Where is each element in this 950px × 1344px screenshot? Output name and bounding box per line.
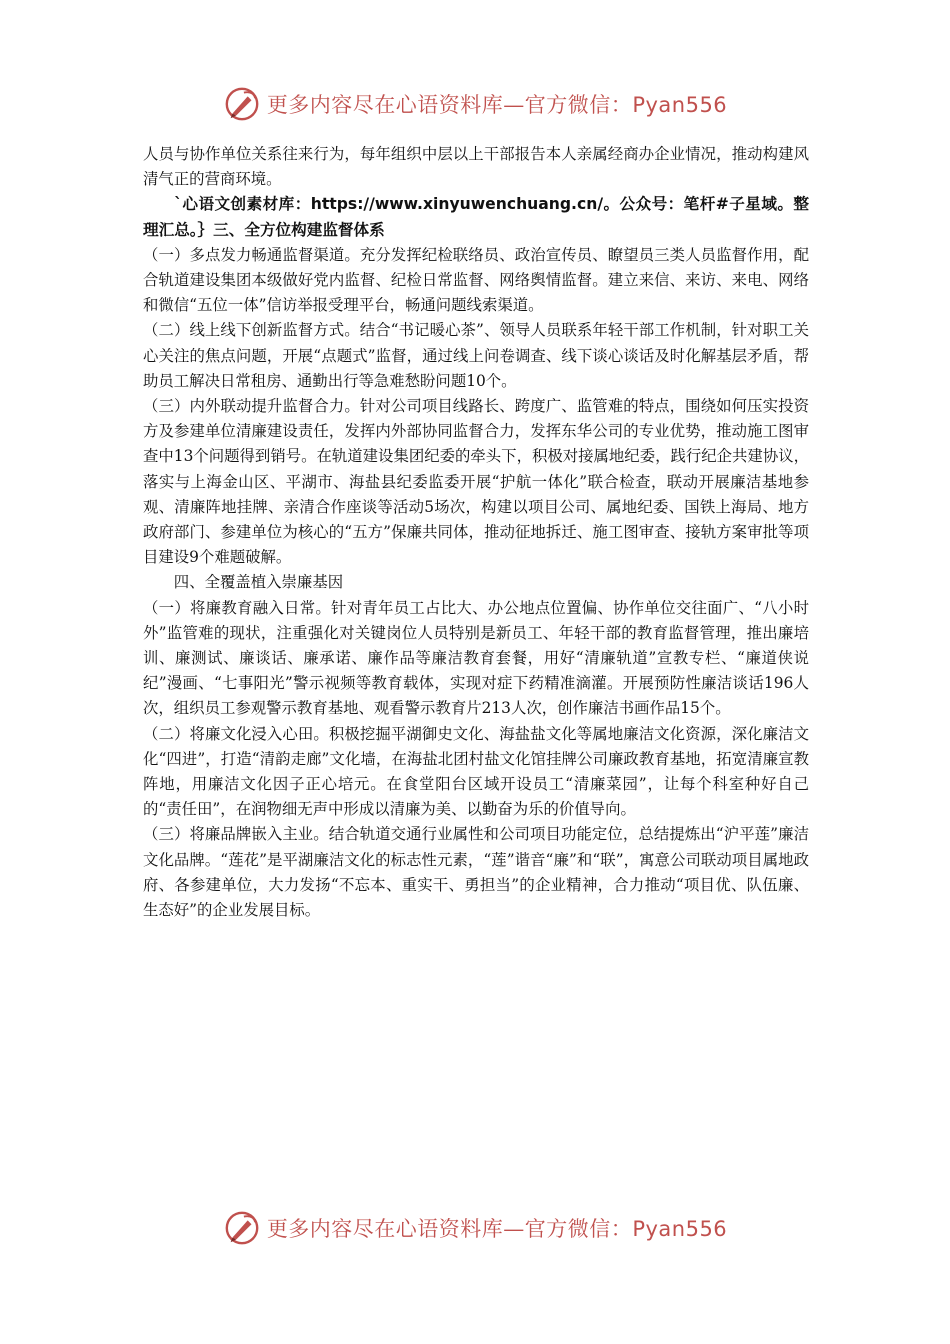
- paragraph: （三）将廉品牌嵌入主业。结合轨道交通行业属性和公司项目功能定位，总结提炼出“沪平莲”廉洁文化品牌。“莲花”是平湖廉洁文化的标志性元素，“莲”谐音“廉”和“联”，寓意公司联动项目属地政府、各参建单位，大力发扬“不忘本、重实干、勇担当”的企业精神，合力推动“项目优、队伍廉、生态好”的企业发展目标。: [143, 825, 809, 920]
- pen-logo-icon: [223, 85, 261, 123]
- header-banner-text: 更多内容尽在心语资料库—官方微信：Pyan556: [266, 93, 728, 117]
- paragraph: （三）内外联动提升监督合力。针对公司项目线路长、跨度广、监管难的特点，围绕如何压实投资方及参建单位清廉建设责任，发挥内外部协同监督合力，发挥东华公司的专业优势，推动施工图审查中13个问题得到销号。在轨道建设集团纪委的牵头下，积极对接属地纪委，践行纪企共建协议，落实与上海金山区、平湖市、海盐县纪委监委开展“护航一体化”联合检查，联动开展廉洁基地参观、清廉阵地挂牌、亲清合作座谈等活动5场次，构建以项目公司、属地纪委、国铁上海局、地方政府部门、参建单位为核心的“五方”保廉共同体，推动征地拆迁、施工图审查、接轨方案审批等项目建设9个难题破解。: [143, 397, 809, 567]
- paragraph: （二）将廉文化浸入心田。积极挖掘平湖御史文化、海盐盐文化等属地廉洁文化资源，深化廉洁文化“四进”，打造“清韵走廊”文化墙，在海盐北团村盐文化馆挂牌公司廉政教育基地，拓宽清廉宣教阵地，用廉洁文化因子正心培元。在食堂阳台区域开设员工“清廉菜园”，让每个科室种好自己的“责任田”，在润物细无声中形成以清廉为美、以勤奋为乐的价值导向。: [143, 724, 809, 819]
- footer-banner-text: 更多内容尽在心语资料库—官方微信：Pyan556: [266, 1217, 728, 1241]
- paragraph: （一）将廉教育融入日常。针对青年员工占比大、办公地点位置偏、协作单位交往面广、“八小时外”监管难的现状，注重强化对关键岗位人员特别是新员工、年轻干部的教育监督管理，推出廉培训、廉测试、廉谈话、廉承诺、廉作品等廉洁教育套餐，用好“清廉轨道”宣教专栏、“廉道侠说纪”漫画、“七事阳光”警示视频等教育载体，实现对症下药精准滴灌。开展预防性廉洁谈话196人次，组织员工参观警示教育基地、观看警示教育片213人次，创作廉洁书画作品15个。: [143, 598, 809, 718]
- pen-logo-icon: [223, 1209, 261, 1247]
- paragraph: （一）多点发力畅通监督渠道。充分发挥纪检联络员、政治宣传员、瞭望员三类人员监督作用，配合轨道建设集团本级做好党内监督、纪检日常监督、网络舆情监督。建立来信、来访、来电、网络和微信“五位一体”信访举报受理平台，畅通问题线索渠道。: [143, 245, 809, 315]
- source-notice-heading: `心语文创素材库：https://www.xinyuwenchuang.cn/。公众号：笔杆#子星域。整理汇总。｝三、全方位构建监督体系: [143, 195, 809, 239]
- header-banner: [0, 84, 950, 124]
- paragraph: 人员与协作单位关系往来行为，每年组织中层以上干部报告本人亲属经商办企业情况，推动构建风清气正的营商环境。: [143, 145, 809, 189]
- footer-wechat-id: Pyan556: [632, 1217, 728, 1241]
- section-heading: 四、全覆盖植入崇廉基因: [173, 573, 344, 592]
- document-body: [143, 142, 809, 923]
- footer-banner: [0, 1208, 950, 1248]
- paragraph: （二）线上线下创新监督方式。结合“书记暖心茶”、领导人员联系年轻干部工作机制，针对职工关心关注的焦点问题，开展“点题式”监督，通过线上问卷调查、线下谈心谈话及时化解基层矛盾，帮助员工解决日常租房、通勤出行等急难愁盼问题10个。: [143, 321, 809, 390]
- header-wechat-id: Pyan556: [632, 93, 728, 117]
